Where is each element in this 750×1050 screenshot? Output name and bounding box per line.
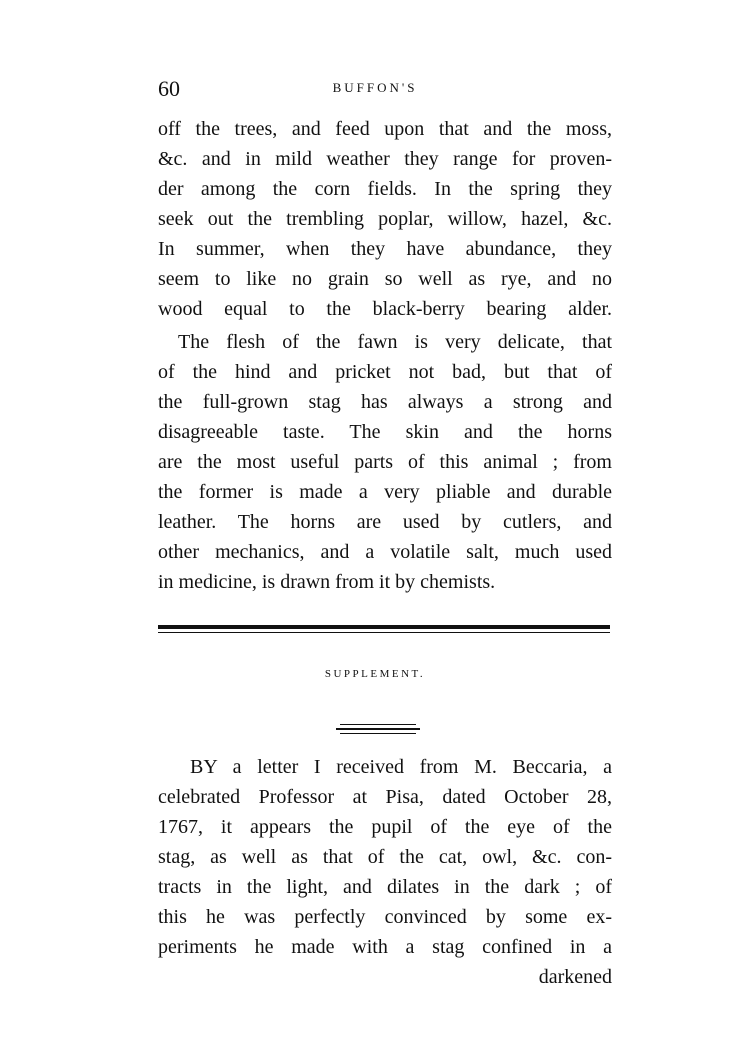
- catchword: darkened: [538, 966, 612, 988]
- running-head: BUFFON'S: [332, 80, 418, 95]
- text-line: of the hind and pricket not bad, but that of: [158, 361, 612, 383]
- text-line: off the trees, and feed upon that and the moss,: [158, 118, 612, 140]
- text-line: seek out the trembling poplar, willow, hazel, &c.: [158, 208, 612, 230]
- text-line: leather. The horns are used by cutlers, and: [158, 511, 612, 533]
- page-number: 60: [158, 76, 180, 101]
- text-line: periments he made with a stag confined in a: [158, 936, 612, 958]
- text-line: other mechanics, and a volatile salt, much used: [158, 541, 612, 563]
- text-line: seem to like no grain so well as rye, and no: [158, 268, 612, 290]
- text-line: der among the corn fields. In the spring they: [158, 178, 612, 200]
- text-line: the full-grown stag has always a strong and: [158, 391, 612, 413]
- paragraph-1: [158, 114, 612, 324]
- text-line: are the most useful parts of this animal ; from: [158, 451, 612, 473]
- ornament-rule: [340, 733, 416, 734]
- ornament-rule: [340, 724, 416, 725]
- supplement-heading: SUPPLEMENT.: [324, 668, 426, 680]
- text-line: The flesh of the fawn is very delicate, that: [178, 331, 612, 353]
- text-line: 1767, it appears the pupil of the eye of the: [158, 816, 612, 838]
- text-line: in medicine, is drawn from it by chemists.: [158, 571, 496, 593]
- text-line: the former is made a very pliable and durable: [158, 481, 612, 503]
- text-line: disagreeable taste. The skin and the horns: [158, 421, 612, 443]
- text-line: BY a letter I received from M. Beccaria, a: [190, 756, 612, 778]
- supplement-paragraph: [158, 752, 612, 992]
- text-line: this he was perfectly convinced by some ex-: [158, 906, 612, 928]
- text-line: wood equal to the black-berry bearing alder.: [158, 298, 612, 320]
- text-line: celebrated Professor at Pisa, dated October 28,: [158, 786, 612, 808]
- ornament-rule: [336, 728, 420, 730]
- text-line: tracts in the light, and dilates in the dark ; of: [158, 876, 612, 898]
- text-line: In summer, when they have abundance, they: [158, 238, 612, 260]
- text-line: &c. and in mild weather they range for proven-: [158, 148, 612, 170]
- section-rule-thick: [158, 625, 610, 629]
- paragraph-2: [158, 327, 612, 597]
- text-line: stag, as well as that of the cat, owl, &c. con-: [158, 846, 612, 868]
- section-rule-thin: [158, 632, 610, 633]
- page-header: [0, 76, 750, 106]
